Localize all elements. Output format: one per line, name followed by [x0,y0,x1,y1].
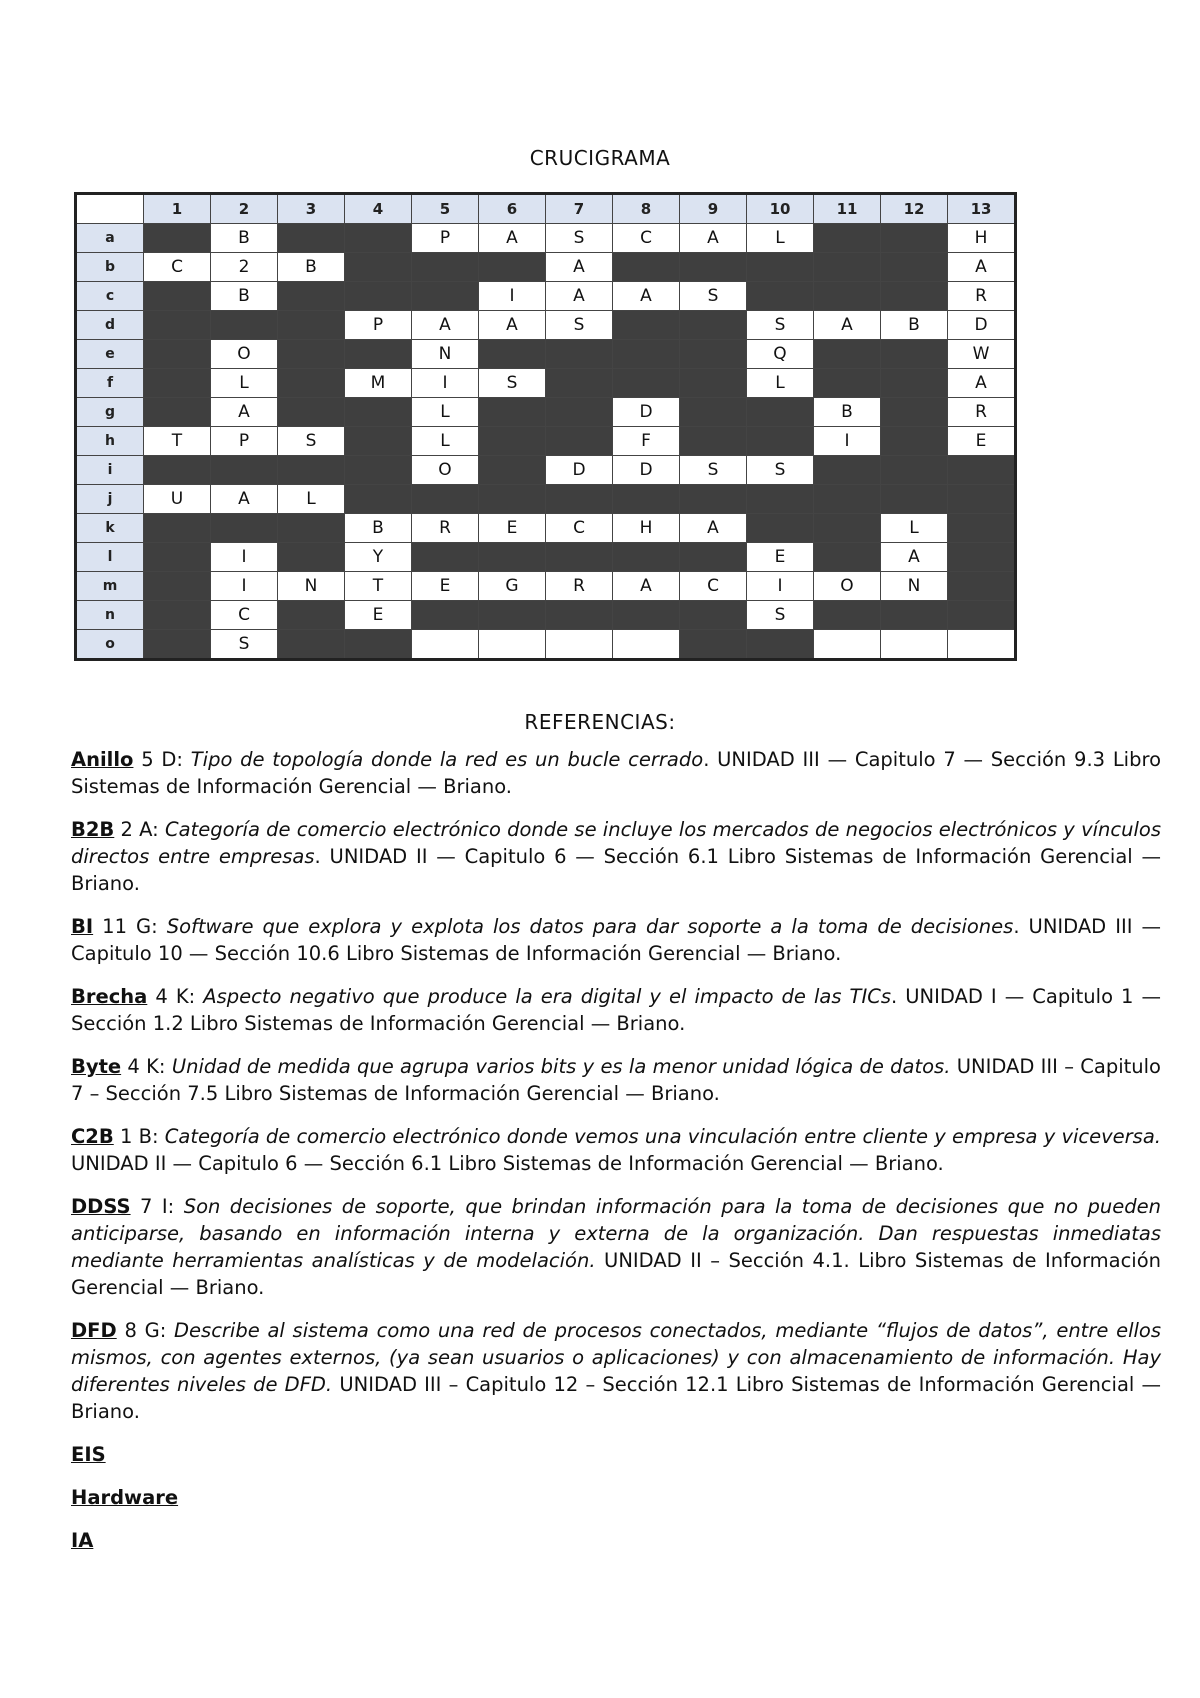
reference-clue: 5 D: [133,748,191,771]
blocked-cell [144,572,211,601]
blocked-cell [278,311,345,340]
letter-cell: C [680,572,747,601]
letter-cell: A [613,572,680,601]
row-header: f [76,369,144,398]
reference-source: UNIDAD II – Sección 4.1. Libro Sistemas de Información Gerencial — Briano. [71,1249,1161,1299]
blocked-cell [613,311,680,340]
letter-cell [948,630,1016,660]
reference-term: BI [71,915,94,938]
letter-cell: I [412,369,479,398]
blocked-cell [546,369,613,398]
blocked-cell [814,340,881,369]
blocked-cell [814,485,881,514]
reference-term: DFD [71,1319,117,1342]
reference-clue: 4 K: [121,1055,172,1078]
row-header: h [76,427,144,456]
reference-item [71,1123,1161,1177]
reference-term: B2B [71,818,115,841]
blocked-cell [546,398,613,427]
row-header: i [76,456,144,485]
letter-cell: D [546,456,613,485]
letter-cell: B [881,311,948,340]
column-header: 9 [680,194,747,224]
blocked-cell [747,398,814,427]
blocked-cell [211,456,278,485]
letter-cell: R [412,514,479,543]
blocked-cell [345,282,412,311]
grid-row [76,282,1016,311]
reference-source: UNIDAD III – Capitulo 12 – Sección 12.1 Libro Sistemas de Información Gerencial — Briano. [71,1373,1162,1423]
blocked-cell [211,311,278,340]
blocked-cell [278,543,345,572]
blocked-cell [814,282,881,311]
blocked-cell [814,253,881,282]
blocked-cell [814,224,881,253]
references-title: REFERENCIAS: [524,710,676,734]
blocked-cell [479,601,546,630]
grid-row [76,369,1016,398]
blocked-cell [747,485,814,514]
reference-clue: 4 K: [147,985,204,1008]
blocked-cell [680,311,747,340]
letter-cell [546,630,613,660]
letter-cell: C [613,224,680,253]
letter-cell: B [278,253,345,282]
blocked-cell [345,456,412,485]
letter-cell: D [613,398,680,427]
letter-cell: T [144,427,211,456]
reference-item [71,1193,1161,1301]
blocked-cell [278,369,345,398]
letter-cell: A [546,282,613,311]
row-header: g [76,398,144,427]
letter-cell: A [680,224,747,253]
blocked-cell [345,427,412,456]
letter-cell: H [613,514,680,543]
reference-description: Software que explora y explota los datos para dar soporte a la toma de decisiones [166,915,1014,938]
reference-source: UNIDAD III – Capitulo 7 – Sección 7.5 Libro Sistemas de Información Gerencial — Briano. [71,1055,1161,1105]
letter-cell: L [412,398,479,427]
blocked-cell [881,485,948,514]
blocked-cell [680,427,747,456]
letter-cell: P [345,311,412,340]
letter-cell: L [747,369,814,398]
grid-row [76,427,1016,456]
pending-term: Hardware [71,1486,179,1509]
column-header: 11 [814,194,881,224]
blocked-cell [613,369,680,398]
references-list [71,746,1161,1570]
blocked-cell [613,253,680,282]
grid-row [76,253,1016,282]
blocked-cell [680,601,747,630]
letter-cell: Y [345,543,412,572]
letter-cell: P [412,224,479,253]
grid-row [76,630,1016,660]
blocked-cell [144,456,211,485]
row-header: e [76,340,144,369]
blocked-cell [948,514,1016,543]
column-header: 1 [144,194,211,224]
pending-term: IA [71,1529,94,1552]
blocked-cell [345,340,412,369]
row-header: d [76,311,144,340]
letter-cell: C [211,601,278,630]
letter-cell: 2 [211,253,278,282]
column-header: 13 [948,194,1016,224]
letter-cell [881,630,948,660]
reference-source: . UNIDAD I — Capitulo 1 — Sección 1.2 Libro Sistemas de Información Gerencial — Briano. [71,985,1162,1035]
blocked-cell [680,630,747,660]
blocked-cell [747,514,814,543]
blocked-cell [881,456,948,485]
blocked-cell [479,485,546,514]
blocked-cell [278,601,345,630]
column-header: 12 [881,194,948,224]
reference-description: Son decisiones de soporte, que brindan información para la toma de decisiones que no pueden anticiparse, basando en información interna y externa de la organización. Dan respuestas inmediatas mediante herramientas analísticas y de modelación. [71,1195,1161,1272]
blocked-cell [144,514,211,543]
letter-cell: A [613,282,680,311]
blocked-cell [144,398,211,427]
letter-cell: S [747,456,814,485]
reference-item [71,913,1161,967]
letter-cell: B [211,224,278,253]
letter-cell: W [948,340,1016,369]
blocked-cell [613,340,680,369]
reference-source: . UNIDAD II — Capitulo 6 — Sección 6.1 Libro Sistemas de Información Gerencial — Briano. [71,845,1161,895]
blocked-cell [680,369,747,398]
letter-cell: E [948,427,1016,456]
row-header: k [76,514,144,543]
blocked-cell [814,369,881,398]
letter-cell: R [546,572,613,601]
blocked-cell [479,543,546,572]
blocked-cell [278,224,345,253]
blocked-cell [680,253,747,282]
reference-clue: 2 A: [114,818,165,841]
letter-cell: R [948,398,1016,427]
reference-source: . UNIDAD III — Capitulo 7 — Sección 9.3 Libro Sistemas de Información Gerencial — Briano. [71,748,1162,798]
letter-cell: S [747,601,814,630]
blocked-cell [881,224,948,253]
row-header: m [76,572,144,601]
letter-cell [814,630,881,660]
blocked-cell [345,485,412,514]
blocked-cell [412,601,479,630]
column-header: 8 [613,194,680,224]
grid-row [76,601,1016,630]
grid-row [76,514,1016,543]
letter-cell: S [680,456,747,485]
reference-description: Categoría de comercio electrónico donde vemos una vinculación entre cliente y empresa y viceversa. [164,1125,1161,1148]
row-header: n [76,601,144,630]
row-header: b [76,253,144,282]
letter-cell: N [881,572,948,601]
letter-cell: I [211,543,278,572]
letter-cell: G [479,572,546,601]
column-header: 2 [211,194,278,224]
letter-cell: T [345,572,412,601]
blocked-cell [747,630,814,660]
blocked-cell [814,456,881,485]
reference-description: Categoría de comercio electrónico donde se incluye los mercados de negocios electrónicos y vínculos directos entre empresas [71,818,1161,868]
letter-cell: N [412,340,479,369]
blocked-cell [144,543,211,572]
blocked-cell [814,543,881,572]
column-header: 4 [345,194,412,224]
blocked-cell [881,369,948,398]
letter-cell: I [211,572,278,601]
reference-item [71,1053,1161,1107]
blocked-cell [412,485,479,514]
blocked-cell [345,630,412,660]
letter-cell: D [948,311,1016,340]
reference-source: UNIDAD II — Capitulo 6 — Sección 6.1 Libro Sistemas de Información Gerencial — Briano. [71,1152,944,1175]
reference-item [71,746,1161,800]
letter-cell: R [948,282,1016,311]
grid-corner [76,194,144,224]
letter-cell: A [948,369,1016,398]
letter-cell: U [144,485,211,514]
reference-term: C2B [71,1125,114,1148]
blocked-cell [144,369,211,398]
reference-term: Anillo [71,748,134,771]
blocked-cell [412,253,479,282]
letter-cell: B [345,514,412,543]
blocked-cell [144,601,211,630]
row-header: c [76,282,144,311]
letter-cell: A [479,224,546,253]
blocked-cell [546,427,613,456]
column-header: 7 [546,194,613,224]
blocked-cell [345,224,412,253]
row-header: a [76,224,144,253]
column-header: 10 [747,194,814,224]
letter-cell: A [546,253,613,282]
letter-cell: I [814,427,881,456]
letter-cell: Q [747,340,814,369]
letter-cell: A [881,543,948,572]
blocked-cell [144,282,211,311]
letter-cell: I [479,282,546,311]
letter-cell: S [479,369,546,398]
grid-row [76,311,1016,340]
letter-cell: S [546,224,613,253]
blocked-cell [144,311,211,340]
blocked-cell [412,282,479,311]
blocked-cell [546,543,613,572]
blocked-cell [948,601,1016,630]
blocked-cell [144,224,211,253]
blocked-cell [546,485,613,514]
blocked-cell [479,456,546,485]
reference-description: Describe al sistema como una red de procesos conectados, mediante “flujos de datos”, entre ellos mismos, con agentes externos, (ya sean usuarios o aplicaciones) y con almacenamiento de información. Hay diferentes niveles de DFD. [71,1319,1162,1396]
blocked-cell [345,398,412,427]
letter-cell: E [345,601,412,630]
letter-cell [479,630,546,660]
grid-row [76,485,1016,514]
blocked-cell [814,514,881,543]
reference-description: Unidad de medida que agrupa varios bits y es la menor unidad lógica de datos. [171,1055,951,1078]
letter-cell: E [412,572,479,601]
blocked-cell [546,601,613,630]
letter-cell: L [278,485,345,514]
blocked-cell [613,485,680,514]
pending-term: EIS [71,1443,106,1466]
blocked-cell [613,543,680,572]
reference-item [71,983,1161,1037]
letter-cell: L [211,369,278,398]
letter-cell: L [747,224,814,253]
reference-description: Aspecto negativo que produce la era digital y el impacto de las TICs [203,985,891,1008]
column-header: 3 [278,194,345,224]
reference-clue: 11 G: [93,915,167,938]
column-header: 5 [412,194,479,224]
row-header: o [76,630,144,660]
reference-item [71,1317,1161,1425]
column-header: 6 [479,194,546,224]
blocked-cell [278,456,345,485]
blocked-cell [479,253,546,282]
grid-row [76,340,1016,369]
blocked-cell [814,601,881,630]
letter-cell: B [814,398,881,427]
blocked-cell [278,630,345,660]
letter-cell: E [747,543,814,572]
blocked-cell [747,427,814,456]
grid-row [76,572,1016,601]
blocked-cell [948,543,1016,572]
blocked-cell [211,514,278,543]
grid-row [76,224,1016,253]
blocked-cell [278,398,345,427]
letter-cell: C [546,514,613,543]
reference-clue: 7 I: [130,1195,184,1218]
blocked-cell [948,485,1016,514]
blocked-cell [747,253,814,282]
blocked-cell [278,340,345,369]
blocked-cell [881,340,948,369]
grid-row [76,398,1016,427]
blocked-cell [881,253,948,282]
letter-cell: O [814,572,881,601]
blocked-cell [479,427,546,456]
letter-cell: S [211,630,278,660]
blocked-cell [479,340,546,369]
letter-cell: A [814,311,881,340]
letter-cell: I [747,572,814,601]
row-header: j [76,485,144,514]
crossword-grid [74,192,1017,661]
crossword-table [74,192,1017,661]
blocked-cell [680,485,747,514]
letter-cell: A [211,398,278,427]
letter-cell: A [412,311,479,340]
reference-term: Brecha [71,985,148,1008]
letter-cell: F [613,427,680,456]
letter-cell: O [211,340,278,369]
letter-cell: O [412,456,479,485]
letter-cell: H [948,224,1016,253]
letter-cell: S [278,427,345,456]
reference-term: DDSS [71,1195,131,1218]
reference-term: Byte [71,1055,122,1078]
blocked-cell [278,282,345,311]
letter-cell [613,630,680,660]
row-header: l [76,543,144,572]
letter-cell: S [747,311,814,340]
letter-cell: L [412,427,479,456]
reference-source: . UNIDAD III — Capitulo 10 — Sección 10.6 Libro Sistemas de Información Gerencial — Briano. [71,915,1162,965]
blocked-cell [546,340,613,369]
blocked-cell [412,543,479,572]
letter-cell: S [546,311,613,340]
reference-clue: 8 G: [116,1319,175,1342]
letter-cell: A [479,311,546,340]
blocked-cell [881,601,948,630]
page-title: CRUCIGRAMA [529,146,671,170]
letter-cell: A [211,485,278,514]
letter-cell: N [278,572,345,601]
blocked-cell [278,514,345,543]
blocked-cell [613,601,680,630]
blocked-cell [881,398,948,427]
blocked-cell [345,253,412,282]
letter-cell: B [211,282,278,311]
blocked-cell [680,543,747,572]
letter-cell: A [680,514,747,543]
blocked-cell [144,630,211,660]
reference-clue: 1 B: [113,1125,165,1148]
letter-cell: L [881,514,948,543]
letter-cell: E [479,514,546,543]
letter-cell: S [680,282,747,311]
blocked-cell [680,398,747,427]
letter-cell: M [345,369,412,398]
blocked-cell [747,282,814,311]
blocked-cell [881,282,948,311]
blocked-cell [948,456,1016,485]
grid-row [76,543,1016,572]
blocked-cell [144,340,211,369]
blocked-cell [479,398,546,427]
blocked-cell [948,572,1016,601]
letter-cell [412,630,479,660]
blocked-cell [680,340,747,369]
reference-description: Tipo de topología donde la red es un bucle cerrado [190,748,704,771]
reference-item [71,816,1161,897]
letter-cell: C [144,253,211,282]
letter-cell: A [948,253,1016,282]
blocked-cell [881,427,948,456]
letter-cell: D [613,456,680,485]
letter-cell: P [211,427,278,456]
grid-row [76,456,1016,485]
